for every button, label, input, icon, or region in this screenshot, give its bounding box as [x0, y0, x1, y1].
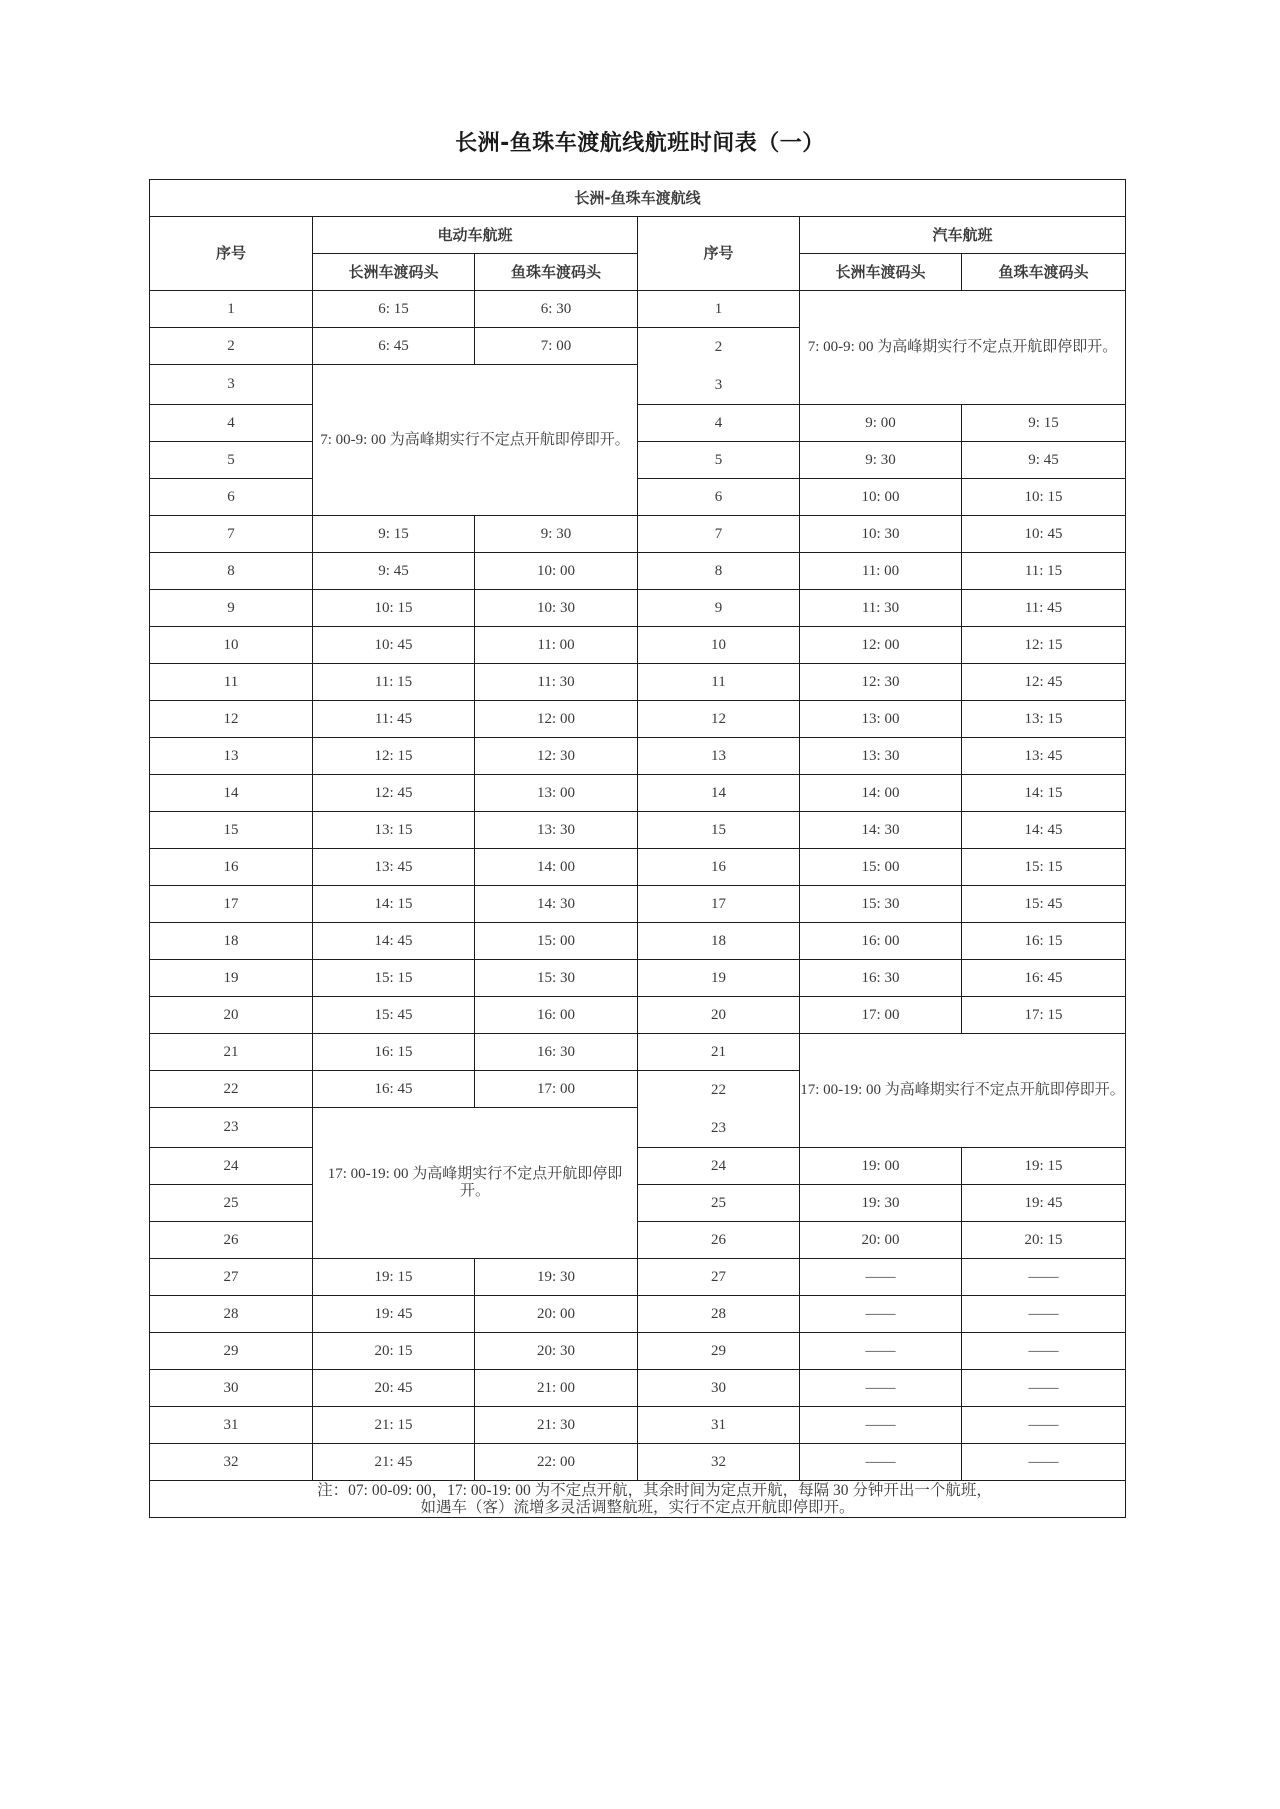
car-yuzhu-time: ——: [962, 1370, 1126, 1407]
car-yuzhu-time: 10: 45: [962, 516, 1126, 553]
group-header-row: [150, 217, 1126, 254]
car-seq-header: 序号: [638, 217, 800, 291]
car-changzhou-time: 20: 00: [800, 1222, 962, 1259]
electric-seq-cell: 21: [150, 1034, 313, 1071]
table-row: [150, 627, 1126, 664]
table-row: [150, 553, 1126, 590]
car-changzhou-time: ——: [800, 1333, 962, 1370]
car-changzhou-time: 19: 30: [800, 1185, 962, 1222]
electric-yuzhu-time: 10: 30: [475, 590, 638, 627]
electric-yuzhu-time: 22: 00: [475, 1444, 638, 1481]
electric-changzhou-time: 19: 15: [313, 1259, 475, 1296]
car-changzhou-time: 11: 30: [800, 590, 962, 627]
table-row: [150, 1222, 1126, 1259]
table-row: [150, 1407, 1126, 1444]
electric-seq-cell: 3: [150, 365, 313, 405]
car-seq-cell-merged: [638, 328, 800, 405]
electric-changzhou-time: 21: 45: [313, 1444, 475, 1481]
electric-seq-cell: 27: [150, 1259, 313, 1296]
car-changzhou-time: 13: 00: [800, 701, 962, 738]
car-changzhou-header: 长洲车渡码头: [800, 254, 962, 291]
footnote-line-1: 注：07: 00-09: 00，17: 00-19: 00 为不定点开航，其余时间为定点开航，每隔 30 分钟开出一个航班，: [317, 1482, 992, 1499]
electric-seq-cell: 29: [150, 1333, 313, 1370]
car-seq-cell: 10: [638, 627, 800, 664]
car-seq-cell: 15: [638, 812, 800, 849]
electric-yuzhu-time: 11: 00: [475, 627, 638, 664]
electric-changzhou-time: 12: 45: [313, 775, 475, 812]
electric-seq-cell: 8: [150, 553, 313, 590]
car-seq-cell: 20: [638, 997, 800, 1034]
car-peak-note-morning: 7: 00-9: 00 为高峰期实行不定点开航即停即开。: [800, 291, 1126, 405]
car-seq-cell: 23: [711, 1120, 726, 1136]
electric-changzhou-time: 6: 45: [313, 328, 475, 365]
car-changzhou-time: ——: [800, 1407, 962, 1444]
car-seq-cell: 22: [711, 1082, 726, 1098]
car-yuzhu-time: ——: [962, 1333, 1126, 1370]
car-changzhou-time: 13: 30: [800, 738, 962, 775]
car-yuzhu-time: 12: 45: [962, 664, 1126, 701]
table-row: [150, 849, 1126, 886]
electric-yuzhu-time: 14: 30: [475, 886, 638, 923]
car-seq-cell: 5: [638, 442, 800, 479]
electric-yuzhu-time: 13: 00: [475, 775, 638, 812]
car-yuzhu-time: 9: 15: [962, 405, 1126, 442]
car-changzhou-time: 12: 00: [800, 627, 962, 664]
electric-seq-cell: 5: [150, 442, 313, 479]
car-changzhou-time: 12: 30: [800, 664, 962, 701]
car-yuzhu-time: ——: [962, 1444, 1126, 1481]
car-yuzhu-time: 16: 45: [962, 960, 1126, 997]
electric-yuzhu-time: 20: 00: [475, 1296, 638, 1333]
electric-seq-cell: 19: [150, 960, 313, 997]
electric-changzhou-time: 12: 15: [313, 738, 475, 775]
table-row: [150, 701, 1126, 738]
table-row: [150, 590, 1126, 627]
route-header-row: [150, 180, 1126, 217]
electric-changzhou-time: 15: 15: [313, 960, 475, 997]
car-changzhou-time: 10: 30: [800, 516, 962, 553]
electric-changzhou-time: 14: 45: [313, 923, 475, 960]
electric-changzhou-time: 20: 45: [313, 1370, 475, 1407]
electric-changzhou-time: 6: 15: [313, 291, 475, 328]
electric-yuzhu-time: 12: 30: [475, 738, 638, 775]
electric-seq-cell: 18: [150, 923, 313, 960]
electric-yuzhu-time: 20: 30: [475, 1333, 638, 1370]
table-row: [150, 1333, 1126, 1370]
car-yuzhu-time: 17: 15: [962, 997, 1126, 1034]
electric-yuzhu-time: 11: 30: [475, 664, 638, 701]
electric-seq-cell: 15: [150, 812, 313, 849]
electric-changzhou-time: 15: 45: [313, 997, 475, 1034]
electric-changzhou-time: 13: 15: [313, 812, 475, 849]
electric-seq-cell: 22: [150, 1071, 313, 1108]
electric-yuzhu-time: 6: 30: [475, 291, 638, 328]
car-peak-note-evening: 17: 00-19: 00 为高峰期实行不定点开航即停即开。: [800, 1034, 1126, 1148]
car-yuzhu-time: 13: 15: [962, 701, 1126, 738]
car-changzhou-time: 10: 00: [800, 479, 962, 516]
electric-yuzhu-time: 13: 30: [475, 812, 638, 849]
timetable: [149, 179, 1126, 1518]
table-row: [150, 775, 1126, 812]
electric-yuzhu-time: 16: 00: [475, 997, 638, 1034]
electric-yuzhu-time: 17: 00: [475, 1071, 638, 1108]
table-row: [150, 442, 1126, 479]
footnote-row: [150, 1481, 1126, 1518]
table-row: [150, 479, 1126, 516]
car-seq-cell: 6: [638, 479, 800, 516]
car-changzhou-time: 14: 00: [800, 775, 962, 812]
table-row: [150, 1370, 1126, 1407]
car-yuzhu-time: 15: 45: [962, 886, 1126, 923]
electric-seq-cell: 24: [150, 1148, 313, 1185]
car-changzhou-time: ——: [800, 1444, 962, 1481]
car-yuzhu-time: 12: 15: [962, 627, 1126, 664]
electric-yuzhu-time: 21: 00: [475, 1370, 638, 1407]
car-seq-cell: 13: [638, 738, 800, 775]
car-seq-cell: 14: [638, 775, 800, 812]
page-title: 长洲-鱼珠车渡航线航班时间表（一）: [455, 131, 825, 156]
car-yuzhu-time: 11: 15: [962, 553, 1126, 590]
car-changzhou-time: ——: [800, 1259, 962, 1296]
electric-seq-cell: 32: [150, 1444, 313, 1481]
electric-changzhou-time: 16: 45: [313, 1071, 475, 1108]
electric-changzhou-time: 14: 15: [313, 886, 475, 923]
car-seq-cell: 8: [638, 553, 800, 590]
car-yuzhu-time: ——: [962, 1296, 1126, 1333]
electric-changzhou-time: 20: 15: [313, 1333, 475, 1370]
electric-yuzhu-time: 16: 30: [475, 1034, 638, 1071]
footnote: [150, 1481, 1126, 1518]
car-changzhou-time: 15: 00: [800, 849, 962, 886]
electric-changzhou-time: 9: 45: [313, 553, 475, 590]
electric-seq-cell: 16: [150, 849, 313, 886]
electric-seq-cell: 2: [150, 328, 313, 365]
electric-peak-note-evening: 17: 00-19: 00 为高峰期实行不定点开航即停即开。: [313, 1108, 638, 1259]
table-row: [150, 1185, 1126, 1222]
electric-seq-cell: 12: [150, 701, 313, 738]
electric-changzhou-time: 9: 15: [313, 516, 475, 553]
electric-changzhou-time: 11: 15: [313, 664, 475, 701]
car-seq-cell: 18: [638, 923, 800, 960]
car-yuzhu-header: 鱼珠车渡码头: [962, 254, 1126, 291]
electric-seq-cell: 30: [150, 1370, 313, 1407]
table-row: [150, 1259, 1126, 1296]
table-row: [150, 960, 1126, 997]
car-seq-cell: 2: [714, 339, 723, 355]
electric-seq-header: 序号: [150, 217, 313, 291]
table-row: [150, 812, 1126, 849]
car-seq-cell: 19: [638, 960, 800, 997]
car-seq-cell: 3: [714, 377, 723, 393]
electric-yuzhu-header: 鱼珠车渡码头: [475, 254, 638, 291]
car-yuzhu-time: 16: 15: [962, 923, 1126, 960]
electric-seq-cell: 14: [150, 775, 313, 812]
car-changzhou-time: ——: [800, 1370, 962, 1407]
car-seq-cell: 30: [638, 1370, 800, 1407]
electric-seq-cell: 4: [150, 405, 313, 442]
table-row: [150, 664, 1126, 701]
car-seq-cell: 31: [638, 1407, 800, 1444]
car-seq-cell: 12: [638, 701, 800, 738]
electric-changzhou-time: 10: 45: [313, 627, 475, 664]
electric-changzhou-time: 11: 45: [313, 701, 475, 738]
electric-changzhou-time: 21: 15: [313, 1407, 475, 1444]
car-changzhou-time: 19: 00: [800, 1148, 962, 1185]
electric-group-header: 电动车航班: [313, 217, 638, 254]
car-seq-cell-merged: [638, 1071, 800, 1148]
car-seq-cell: 24: [638, 1148, 800, 1185]
car-seq-cell: 28: [638, 1296, 800, 1333]
electric-changzhou-time: 13: 45: [313, 849, 475, 886]
car-yuzhu-time: 19: 15: [962, 1148, 1126, 1185]
car-yuzhu-time: ——: [962, 1259, 1126, 1296]
electric-seq-cell: 13: [150, 738, 313, 775]
electric-seq-cell: 23: [150, 1108, 313, 1148]
car-seq-cell: 32: [638, 1444, 800, 1481]
electric-seq-cell: 11: [150, 664, 313, 701]
car-yuzhu-time: 15: 15: [962, 849, 1126, 886]
electric-seq-cell: 28: [150, 1296, 313, 1333]
car-group-header: 汽车航班: [800, 217, 1126, 254]
electric-changzhou-header: 长洲车渡码头: [313, 254, 475, 291]
car-changzhou-time: 15: 30: [800, 886, 962, 923]
table-row: [150, 923, 1126, 960]
car-yuzhu-time: 20: 15: [962, 1222, 1126, 1259]
car-seq-cell: 9: [638, 590, 800, 627]
car-changzhou-time: ——: [800, 1296, 962, 1333]
table-row: [150, 1296, 1126, 1333]
table-row: [150, 1444, 1126, 1481]
table-row: [150, 997, 1126, 1034]
table-row: [150, 1034, 1126, 1071]
car-yuzhu-time: 14: 45: [962, 812, 1126, 849]
car-yuzhu-time: ——: [962, 1407, 1126, 1444]
car-changzhou-time: 9: 00: [800, 405, 962, 442]
electric-yuzhu-time: 15: 30: [475, 960, 638, 997]
car-seq-cell: 4: [638, 405, 800, 442]
table-row: [150, 516, 1126, 553]
car-yuzhu-time: 10: 15: [962, 479, 1126, 516]
table-row: [150, 405, 1126, 442]
car-seq-cell: 17: [638, 886, 800, 923]
electric-seq-cell: 26: [150, 1222, 313, 1259]
electric-yuzhu-time: 10: 00: [475, 553, 638, 590]
route-header: 长洲-鱼珠车渡航线: [150, 180, 1126, 217]
electric-seq-cell: 20: [150, 997, 313, 1034]
electric-seq-cell: 7: [150, 516, 313, 553]
electric-seq-cell: 9: [150, 590, 313, 627]
electric-seq-cell: 31: [150, 1407, 313, 1444]
car-changzhou-time: 9: 30: [800, 442, 962, 479]
electric-peak-note-morning: 7: 00-9: 00 为高峰期实行不定点开航即停即开。: [313, 365, 638, 516]
electric-yuzhu-time: 12: 00: [475, 701, 638, 738]
electric-changzhou-time: 19: 45: [313, 1296, 475, 1333]
car-yuzhu-time: 9: 45: [962, 442, 1126, 479]
car-seq-cell: 26: [638, 1222, 800, 1259]
electric-seq-cell: 17: [150, 886, 313, 923]
car-yuzhu-time: 14: 15: [962, 775, 1126, 812]
table-row: [150, 738, 1126, 775]
electric-yuzhu-time: 15: 00: [475, 923, 638, 960]
car-yuzhu-time: 11: 45: [962, 590, 1126, 627]
electric-yuzhu-time: 19: 30: [475, 1259, 638, 1296]
car-changzhou-time: 17: 00: [800, 997, 962, 1034]
car-seq-cell: 27: [638, 1259, 800, 1296]
table-row: [150, 886, 1126, 923]
car-seq-cell: 29: [638, 1333, 800, 1370]
electric-yuzhu-time: 14: 00: [475, 849, 638, 886]
table-row: [150, 291, 1126, 328]
footnote-line-2: 如遇车（客）流增多灵活调整航班，实行不定点开航即停即开。: [420, 1499, 855, 1516]
car-changzhou-time: 11: 00: [800, 553, 962, 590]
car-seq-cell: 21: [638, 1034, 800, 1071]
car-seq-cell: 7: [638, 516, 800, 553]
electric-changzhou-time: 16: 15: [313, 1034, 475, 1071]
electric-seq-cell: 10: [150, 627, 313, 664]
car-seq-cell: 16: [638, 849, 800, 886]
car-yuzhu-time: 13: 45: [962, 738, 1126, 775]
car-changzhou-time: 16: 00: [800, 923, 962, 960]
electric-seq-cell: 25: [150, 1185, 313, 1222]
car-yuzhu-time: 19: 45: [962, 1185, 1126, 1222]
electric-seq-cell: 1: [150, 291, 313, 328]
electric-seq-cell: 6: [150, 479, 313, 516]
electric-yuzhu-time: 7: 00: [475, 328, 638, 365]
electric-yuzhu-time: 9: 30: [475, 516, 638, 553]
car-changzhou-time: 14: 30: [800, 812, 962, 849]
car-seq-cell: 1: [638, 291, 800, 328]
electric-changzhou-time: 10: 15: [313, 590, 475, 627]
car-seq-cell: 25: [638, 1185, 800, 1222]
car-seq-cell: 11: [638, 664, 800, 701]
car-changzhou-time: 16: 30: [800, 960, 962, 997]
table-row: [150, 1148, 1126, 1185]
electric-yuzhu-time: 21: 30: [475, 1407, 638, 1444]
